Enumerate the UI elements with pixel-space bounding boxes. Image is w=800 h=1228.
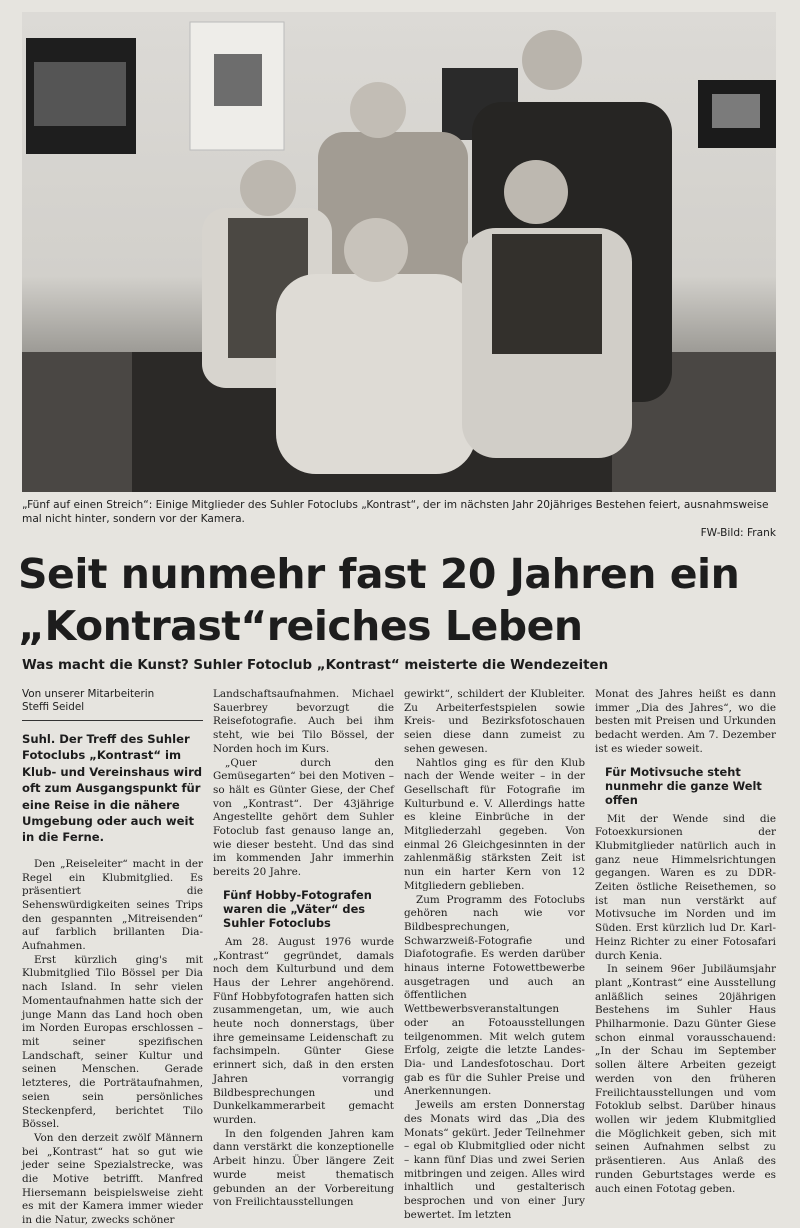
paragraph: Nahtlos ging es für den Klub nach der Wende weiter – in der Gesellschaft für Fotografie im Kulturbund e. V. Allerdings hatte es kleine Einbrüche in der Mitgliederzahl gegeben. Von einmal 26 Gleichgesinnten in der zahlenmäßig stärksten Zeit ist nun ein harter Kern von 12 Mitgliedern geblieben. — [404, 756, 585, 892]
paragraph: Monat des Jahres heißt es dann immer „Dia des Jahres“, wo die besten mit Preisen und Urkunden bedacht werden. Am 7. Dezember ist es wieder soweit. — [595, 688, 776, 755]
paragraph: Zum Programm des Fotoclubs gehören nach wie vor Bildbesprechungen, Schwarzweiß-Fotografie und Diafotografie. Es werden darüber hinaus interne Fotowettbewerbe ausgetragen und auch an öffentlichen Wettbewerbsveranstaltungen oder an Fotoausstellungen teilgenommen. Mit welch gutem Erfolg, zeigte die letzte Landes-Dia- und Landesfotoschau. Dort gab es für die Suhler Preise und Anerkennungen. — [404, 893, 585, 1098]
caption-text: „Fünf auf einen Streich“: Einige Mitglieder des Suhler Fotoclubs „Kontrast“, der im nächsten Jahr 20jähriges Bestehen feiert, ausnahmsweise mal nicht hinter, sondern vor der Kamera. — [22, 499, 769, 525]
subheading: Für Motivsuche steht nunmehr die ganze Welt offen — [605, 764, 762, 807]
column-3 — [404, 688, 585, 1221]
person-seated-left-head — [240, 160, 296, 216]
paragraph: gewirkt“, schildert der Klubleiter. Zu Arbeiterfestspielen sowie Kreis- und Bezirksfotoschauen seien diese dann zumeist zu sehen gewesen. — [404, 688, 585, 755]
byline — [22, 688, 203, 721]
paragraph: In den folgenden Jahren kam dann verstärkt die konzeptionelle Arbeit hinzu. Über längere Zeit wurde meist thematisch gebunden an der Vorbereitung von Freilichtausstellungen — [213, 1127, 394, 1209]
paragraph: Mit der Wende sind die Fotoexkursionen der Klubmitglieder natürlich auch in ganz neue Himmelsrichtungen gegangen. Waren es zu DDR-Zeiten östliche Reisethemen, so ist man nun verstärkt auf Motivsuche im Norden und im Süden. Erst kürzlich lud Dr. Karl-Heinz Richter zu einer Fotosafari durch Kenia. — [595, 812, 776, 962]
wall-frame-1-picture — [34, 62, 126, 126]
paragraph: In seinem 96er Jubiläumsjahr plant „Kontrast“ eine Ausstellung anläßlich seines 20jährigen Bestehens im Suhler Haus Philharmonie. Dazu Günter Giese schon einmal vorausschauend: „In der Schau im September sollen ältere Arbeiten gezeigt werden von den früheren Freilichtausstellungen und vom Fotoklub selbst. Darüber hinaus wollen wir jedem Klubmitglied die Möglichkeit geben, sich mit seinen Aufnahmen selbst zu präsentieren. Aus Anlaß des runden Geburtstages werde es auch einen Fototag geben. — [595, 963, 776, 1195]
photo-credit: FW-Bild: Frank — [700, 527, 776, 539]
wall-frame-2-picture — [214, 54, 262, 106]
headline-line-2: „Kontrast“reiches Leben — [18, 602, 583, 650]
person-seated-right-head — [504, 160, 568, 224]
paragraph: Am 28. August 1976 wurde „Kontrast“ gegründet, damals noch dem Kulturbund und dem Haus der Lehrer angehörend. Fünf Hobbyfotografen hatten sich zusammengetan, um, wie auch heute noch donnerstags, über ihre gemeinsame Leidenschaft zu fachsimpeln. Günter Giese erinnert sich, daß in den ersten Jahren vorrangig Bildbesprechungen und Dunkelkammerarbeit gemacht wurden. — [213, 935, 394, 1126]
wall-frame-4-picture — [712, 94, 760, 128]
person-seated-middle-head — [344, 218, 408, 282]
paragraph: Erst kürzlich ging's mit Klubmitglied Tilo Bössel per Dia nach Island. In sehr vielen Momentaufnahmen hatte sich der junge Mann das Land hoch oben im Norden Europas erschlossen – mit seiner spezifischen Landschaft, seiner Kultur und seinen Menschen. Gerade letzteres, die Porträtaufnahmen, seien sein persönliches Steckenpferd, berichtet Tilo Bössel. — [22, 953, 203, 1131]
paragraph: Landschaftsaufnahmen. Michael Sauerbrey bevorzugt die Reisefotografie. Auch bei ihm steht, wie bei Tilo Bössel, der Norden hoch im Kurs. — [213, 688, 394, 755]
person-seated-middle — [276, 274, 476, 474]
headline-line-1: Seit nunmehr fast 20 Jahren ein — [18, 550, 740, 598]
column-4 — [595, 688, 776, 1194]
paragraph: Jeweils am ersten Donnerstag des Monats wird das „Dia des Monats“ gekürt. Jeder Teilnehmer – egal ob Klubmitglied oder nicht – kann fünf Dias und zwei Serien mitbringen und zeigen. Alles wird inhaltlich und gestalterisch besprochen und von einer Jury bewertet. Im letzten — [404, 1099, 585, 1221]
article-headline — [18, 548, 788, 652]
subheading: Fünf Hobby-Fotografen waren die „Väter“ des Suhler Fotoclubs — [223, 887, 372, 930]
lead-paragraph: Suhl. Der Treff des Suhler Fotoclubs „Kontrast“ im Klub- und Vereinshaus wird oft zum Ausgangspunkt für eine Reise in die nähere Umgebung oder auch weit in die Ferne. — [22, 732, 203, 845]
column-1 — [22, 688, 203, 1227]
photo-caption — [22, 498, 776, 540]
club-group-photo — [22, 12, 776, 492]
article-subheadline: Was macht die Kunst? Suhler Fotoclub „Kontrast“ meisterte die Wendezeiten — [22, 658, 609, 673]
byline-line-1: Von unserer Mitarbeiterin — [22, 688, 155, 700]
person-seated-right-vest — [492, 234, 602, 354]
person-standing-middle-head — [350, 82, 406, 138]
person-standing-right-head — [522, 30, 582, 90]
paragraph: Den „Reiseleiter“ macht in der Regel ein Klubmitglied. Es präsentiert die Sehenswürdigkeiten seines Trips den gespannten „Mitreisenden“ auf farblich brillanten Dia-Aufnahmen. — [22, 857, 203, 953]
paragraph: Von den derzeit zwölf Männern bei „Kontrast“ hat so gut wie jeder seine Spezialstrecke, was die Motive betrifft. Manfred Hiersemann beispielsweise zieht es mit der Kamera immer wieder in die Natur, zwecks schöner — [22, 1131, 203, 1227]
photo-illustration — [22, 12, 776, 492]
column-2 — [213, 688, 394, 1209]
paragraph: „Quer durch den Gemüsegarten“ bei den Motiven – so hält es Günter Giese, der Chef von „Kontrast“. Der 43jährige Angestellte gehört dem Suhler Fotoclub fast genauso lange an, wie dieser besteht. Und das sind im kommenden Jahr immerhin bereits 20 Jahre. — [213, 756, 394, 879]
byline-line-2: Steffi Seidel — [22, 701, 85, 713]
article-body — [22, 688, 778, 1227]
